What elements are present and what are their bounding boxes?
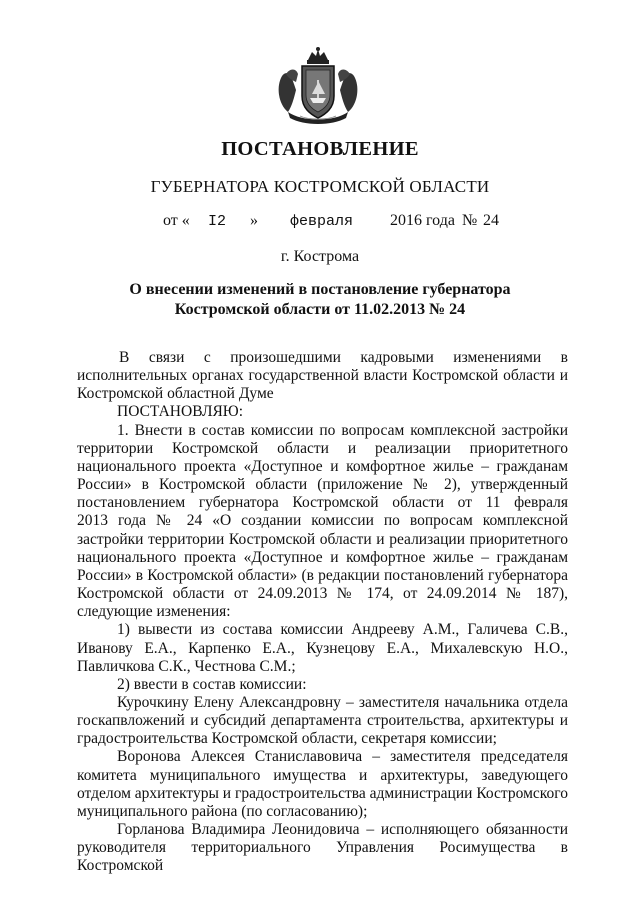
coat-of-arms-emblem (272, 46, 364, 128)
body-line: руководителя территориального Управления Росимущества в Костромской (77, 839, 568, 875)
body-line: 2013 года № 24 «О создании комиссии по вопросам комплексной (77, 512, 568, 530)
body-line: 1. Внести в состав комиссии по вопросам комплексной застройки (117, 421, 568, 439)
date-month: февраля (290, 213, 354, 230)
body-line: муниципального района (по согласованию); (77, 802, 368, 820)
body-line: В связи с произошедшими кадровыми изменениями в (119, 349, 568, 366)
document-title: ПОСТАНОВЛЕНИЕ (221, 138, 419, 160)
date-day: I2 (208, 213, 227, 230)
document-body (77, 349, 568, 876)
body-line: Костромской областной Думе (77, 385, 274, 403)
body-line: исполнительных органах государственной власти Костромской области и (77, 367, 568, 385)
body-line: Павличкова С.К., Честнова С.М.; (77, 657, 296, 675)
body-line: 2) ввести в состав комиссии: (117, 675, 307, 693)
heading-line: Костромской области от 11.02.2013 № 24 (174, 301, 466, 318)
date-year: 2016 года (390, 212, 455, 229)
body-line: 1) вывести из состава комиссии Андрееву А.М., Галичева С.В., (117, 621, 568, 639)
issuer-title: ГУБЕРНАТОРА КОСТРОМСКОЙ ОБЛАСТИ (150, 177, 490, 196)
body-line: Иванову Е.А., Карпенко Е.А., Кузнецову Е.А., Михалевскую Н.О., (77, 639, 568, 657)
body-line: России» в Костромской области» (в редакции постановлений губернатора (77, 566, 568, 584)
document-heading (0, 280, 640, 320)
number-sign: № (462, 212, 478, 229)
body-line: Горланова Владимира Леонидовича – исполняющего обязанности (117, 821, 568, 839)
body-line: застройки территории Костромской области и реализации приоритетного (77, 530, 568, 548)
body-line: постановлением губернатора Костромской области от 11 февраля (77, 494, 568, 512)
body-line: России» в Костромской области (приложение № 2), утвержденный (77, 476, 568, 494)
body-line: Воронова Алексея Станиславовича – заместителя председателя (117, 748, 568, 766)
body-line: градостроительства Костромской области, секретаря комиссии; (77, 730, 497, 748)
decree-word: ПОСТАНОВЛЯЮ: (117, 403, 244, 421)
body-line: госкапвложений и субсидий департамента строительства, архитектуры и (77, 712, 568, 730)
body-line: национального проекта «Доступное и комфортное жилье – гражданам (77, 548, 568, 566)
date-close-quote: » (250, 212, 258, 229)
body-line: комитета муниципального имущества и архитектуры, заведующего (77, 766, 568, 784)
body-line: территории Костромской области и реализации приоритетного (77, 439, 568, 457)
body-line: отделом архитектуры и градостроительства администрации Костромского (77, 784, 568, 802)
body-line: национального проекта «Доступное и комфортное жилье – гражданам (77, 457, 568, 475)
heading-line: О внесении изменений в постановление губернатора (129, 281, 511, 298)
body-line: следующие изменения: (77, 603, 231, 621)
body-line: Курочкину Елену Александровну – заместителя начальника отдела (117, 693, 568, 711)
body-line: Костромской области от 24.09.2013 № 174, от 24.09.2014 № 187), (77, 585, 568, 603)
date-prefix: от « (163, 212, 190, 229)
document-number: 24 (483, 212, 499, 229)
city-name: г. Кострома (280, 248, 360, 265)
